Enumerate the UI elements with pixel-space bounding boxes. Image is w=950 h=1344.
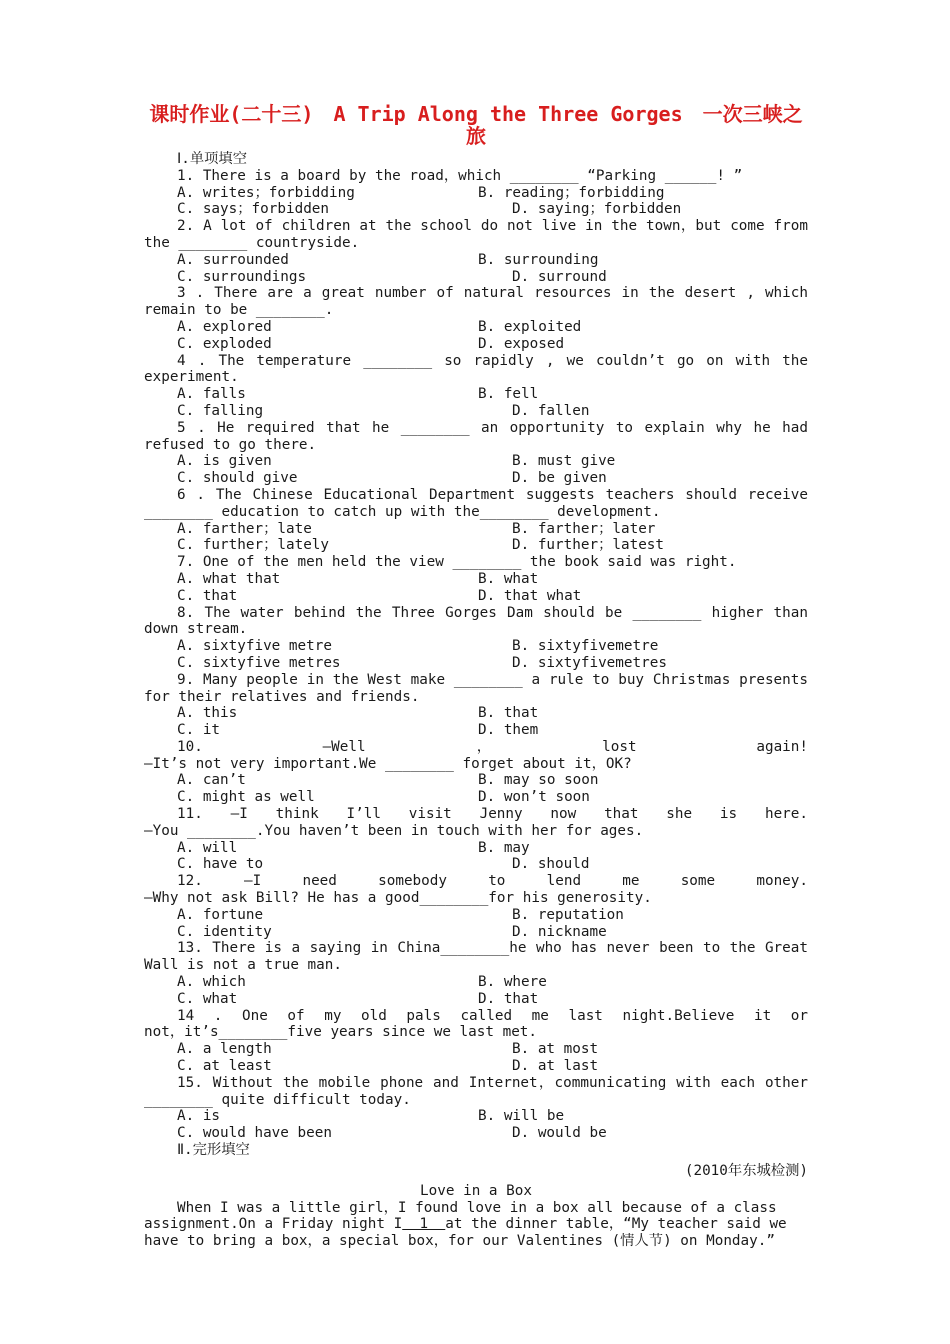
option-row [144,588,808,605]
option-b: B. may so soon [478,772,599,789]
option-a: A. sixtyfive metre [177,638,332,655]
option-a: A. will [177,839,238,856]
question-stem-continued: ________ education to catch up with the________ development. [144,503,661,520]
option-b: B. must give [512,453,616,470]
passage-line-3: have to bring a box，a special box，for our Valentines (情人节) on Monday.” [144,1233,775,1250]
question-stem: 8. The water behind the Three Gorges Dam should be ________ higher than [177,604,808,621]
question-stem: 4 . The temperature ________ so rapidly , we couldn’t go on with the [177,352,808,369]
option-row [144,1041,808,1058]
question-item [144,940,808,1007]
question-stem-continued: refused to go there. [144,436,317,453]
cloze-blank-1: 1 [402,1216,446,1233]
option-row [144,772,808,789]
option-row [144,1058,808,1075]
passage-line-2-start: assignment.On a Friday night I [144,1216,403,1233]
question-item [144,554,808,604]
option-b: B. surrounding [478,251,599,268]
option-row [144,655,808,672]
option-row [144,705,808,722]
option-b: B. may [478,839,530,856]
option-b: B. exploited [478,318,582,335]
question-stem-continued: —Why not ask Bill? He has a good________for his generosity. [144,890,652,907]
question-stem-continued: down stream. [144,621,248,638]
option-c: C. would have been [177,1125,332,1142]
option-d: D. exposed [478,335,565,352]
option-row [144,638,808,655]
option-row [144,974,808,991]
option-row [144,789,808,806]
question-item [144,487,808,554]
option-c: C. further；lately [177,537,330,554]
question-stem: 1. There is a board by the road，which ________ “Parking ______! ” [177,167,743,184]
option-a: A. this [177,705,238,722]
option-b: B. farther；later [512,520,656,537]
option-row [144,319,808,336]
question-stem-continued: ________ quite difficult today. [144,1091,411,1108]
question-stem-continued: experiment. [144,369,239,386]
option-b: B. reading；forbidding [478,184,665,201]
option-c: C. might as well [177,789,315,806]
option-row [144,537,808,554]
option-b: B. at most [512,1041,599,1058]
option-d: D. fallen [512,402,590,419]
question-stem-continued: —It’s not very important.We ________ forget about it，OK? [144,755,632,772]
question-stem-continued: remain to be ________. [144,302,334,319]
option-row [144,201,808,218]
section-heading-cloze: Ⅱ.完形填空 [177,1142,250,1159]
question-item [144,672,808,739]
option-a: A. is given [177,453,272,470]
option-d: D. surround [512,268,607,285]
question-stem: 9. Many people in the West make ________ a rule to buy Christmas presents [177,671,808,688]
option-row [144,571,808,588]
source-note: (2010年东城检测) [684,1162,808,1179]
question-item [144,605,808,672]
option-a: A. what that [177,570,281,587]
question-stem: 15. Without the mobile phone and Internet，communicating with each other [177,1074,808,1091]
option-c: C. should give [177,470,298,487]
option-d: D. nickname [512,923,607,940]
question-item [144,285,808,352]
option-d: D. be given [512,470,607,487]
option-c: C. it [177,722,221,739]
option-c: C. falling [177,402,264,419]
option-d: D. further；latest [512,537,665,554]
section-heading-multiple-choice: Ⅰ.单项填空 [177,151,248,167]
option-b: B. where [478,974,547,991]
option-row [144,1125,808,1142]
option-d: D. sixtyfivemetres [512,654,667,671]
option-c: C. what [177,990,238,1007]
question-stem-continued: Wall is not a true man. [144,957,342,974]
question-item [144,873,808,940]
option-a: A. which [177,974,246,991]
option-c: C. that [177,587,238,604]
option-row [144,521,808,538]
question-stem: 5 . He required that he ________ an opportunity to explain why he had [177,419,808,436]
question-item [144,1075,808,1142]
option-a: A. is [177,1108,221,1125]
option-c: C. at least [177,1058,272,1075]
question-stem-continued: not，it’s________five years since we last met. [144,1024,538,1041]
option-row [144,185,808,202]
question-item [144,353,808,420]
question-item [144,739,808,806]
option-d: D. them [478,722,539,739]
question-stem-continued: the ________ countryside. [144,234,360,251]
option-row [144,991,808,1008]
passage-line-2-end: at the dinner table，“My teacher said we [445,1216,787,1233]
option-b: B. reputation [512,906,624,923]
question-stem: 2. A lot of children at the school do not live in the town，but come from [177,218,808,235]
question-stem-continued: —You ________.You haven’t been in touch with her for ages. [144,822,644,839]
option-a: A. writes；forbidding [177,184,355,201]
option-b: B. what [478,570,539,587]
option-b: B. sixtyfivemetre [512,638,659,655]
option-c: C. exploded [177,335,272,352]
option-d: D. saying；forbidden [512,201,682,218]
option-a: A. falls [177,386,246,403]
option-d: D. won’t soon [478,789,590,806]
option-b: B. that [478,705,539,722]
option-b: B. will be [478,1108,565,1125]
option-a: A. can’t [177,772,246,789]
question-stem: 3 . There are a great number of natural resources in the desert , which [177,285,808,302]
option-a: A. explored [177,318,272,335]
option-a: A. a length [177,1041,272,1058]
option-d: D. that [478,990,539,1007]
question-stem: 13. There is a saying in China________he who has never been to the Great [177,940,808,957]
option-c: C. surroundings [177,268,307,285]
option-row [144,336,808,353]
question-item [144,168,808,218]
option-row [144,403,808,420]
option-row [144,924,808,941]
option-d: D. at last [512,1058,599,1075]
option-row [144,722,808,739]
question-item [144,806,808,873]
option-b: B. fell [478,386,539,403]
option-d: D. would be [512,1125,607,1142]
option-c: C. have to [177,856,264,873]
option-row [144,1108,808,1125]
option-row [144,252,808,269]
option-d: D. should [512,856,590,873]
option-row [144,453,808,470]
option-a: A. farther；late [177,520,312,537]
option-row [144,386,808,403]
passage-line-1: When I was a little girl，I found love in a box all because of a class [177,1199,777,1216]
question-list [144,168,808,1142]
question-stem: 7. One of the men held the view ________ the book said was right. [177,554,737,571]
option-row [144,856,808,873]
option-row [144,840,808,857]
option-c: C. identity [177,923,272,940]
question-stem: 12. —I need somebody to lend me some money. [177,873,808,890]
page-title: 课时作业(二十三) A Trip Along the Three Gorges 一次三峡之旅 [149,102,803,148]
option-c: C. says；forbidden [177,201,330,218]
option-row [144,470,808,487]
option-row [144,269,808,286]
option-d: D. that what [478,587,582,604]
passage-line-2 [144,1216,808,1233]
option-a: A. fortune [177,906,264,923]
question-item [144,1008,808,1075]
option-c: C. sixtyfive metres [177,654,341,671]
question-stem: 6 . The Chinese Educational Department suggests teachers should receive [177,486,808,503]
option-a: A. surrounded [177,251,289,268]
question-stem: 14 . One of my old pals called me last night.Believe it or [177,1007,808,1024]
passage-title: Love in a Box [420,1182,532,1199]
document-page [144,103,808,1250]
question-item [144,420,808,487]
question-stem-continued: for their relatives and friends. [144,688,420,705]
option-row [144,907,808,924]
question-item [144,218,808,285]
question-stem: 10. —Well，lost again! [177,738,808,755]
question-stem: 11. —I think I’ll visit Jenny now that she is here. [177,806,808,823]
